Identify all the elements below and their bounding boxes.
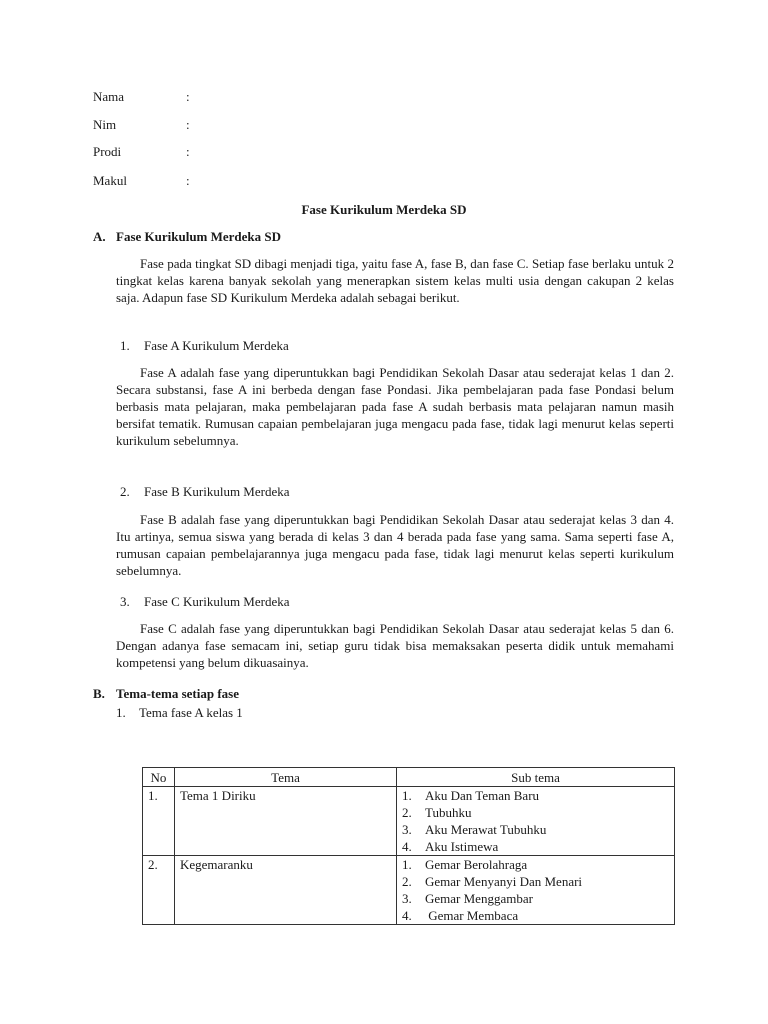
subsection-fase-b-body: Fase B adalah fase yang diperuntukkan bagi Pendidikan Sekolah Dasar atau sederajat kelas 3 dan 4. Itu artinya, semua siswa yang berada di kelas 3 dan 4 berada pada fase yang sama. Sama seperti fase A, rumusan capaian pembelajarannya juga mengacu pada fase, tidak lagi menurut kelas seperti kurikulum sebelumnya. — [116, 512, 674, 578]
identity-colon: : — [186, 89, 190, 104]
list-number: 2. — [402, 874, 412, 889]
identity-row-nim — [93, 116, 190, 134]
identity-row-makul — [93, 172, 190, 190]
list-number: 4. — [402, 839, 412, 854]
subsection-title: Fase C Kurikulum Merdeka — [144, 594, 290, 609]
list-text: Aku Merawat Tubuhku — [425, 822, 547, 837]
table-row — [143, 787, 675, 856]
cell-tema: Kegemaranku — [175, 856, 397, 925]
list-text: Gemar Berolahraga — [425, 857, 528, 872]
list-number: 1. — [402, 857, 412, 872]
list-text: Tubuhku — [425, 805, 472, 820]
column-header-no: No — [143, 768, 175, 787]
subsection-title: Fase B Kurikulum Merdeka — [144, 484, 290, 499]
subsection-number: 1. — [120, 338, 130, 353]
cell-tema: Tema 1 Diriku — [175, 787, 397, 856]
identity-row-nama — [93, 88, 190, 106]
cell-sub-tema — [397, 856, 675, 925]
identity-row-prodi — [93, 143, 190, 161]
cell-no: 2. — [143, 856, 175, 925]
list-number: 1. — [402, 788, 412, 803]
subsection-number: 2. — [120, 484, 130, 499]
subsection-fase-c-heading — [120, 593, 290, 611]
tema-table — [142, 767, 675, 925]
list-text: Aku Dan Teman Baru — [425, 788, 540, 803]
subsection-fase-a-body: Fase A adalah fase yang diperuntukkan bagi Pendidikan Sekolah Dasar atau sederajat kelas 1 dan 2. Secara substansi, fase A ini berbeda dengan fase Pondasi. Jika pembelajaran pada fase Pondasi belum berbasis mata pelajaran, maka pembelajaran pada fase A sudah berbasis mata pelajaran namun masih bersifat tematik. Rumusan capaian pembelajaran juga mengacu pada fase, tidak lagi menurut kelas seperti kurikulum sebelumnya. — [116, 365, 674, 448]
cell-no: 1. — [143, 787, 175, 856]
section-title: Fase Kurikulum Merdeka SD — [116, 229, 282, 244]
subsection-title: Fase A Kurikulum Merdeka — [144, 338, 289, 353]
list-number: 2. — [402, 805, 412, 820]
subsection-number: 1. — [116, 705, 126, 720]
section-letter: B. — [93, 686, 105, 701]
subsection-title: Tema fase A kelas 1 — [139, 705, 243, 720]
sub-tema-list — [402, 856, 669, 924]
list-item — [402, 804, 669, 821]
subsection-tema-fase-a-heading — [116, 704, 243, 722]
document-title: Fase Kurikulum Merdeka SD — [301, 202, 467, 217]
identity-colon: : — [186, 144, 190, 159]
identity-label: Nim — [93, 117, 117, 132]
section-title: Tema-tema setiap fase — [116, 686, 239, 701]
list-number: 3. — [402, 822, 412, 837]
identity-colon: : — [186, 117, 190, 132]
section-b-heading — [93, 685, 239, 703]
identity-label: Prodi — [93, 144, 122, 159]
table-header-row — [143, 768, 675, 787]
subsection-number: 3. — [120, 594, 130, 609]
list-item — [402, 890, 669, 907]
list-text: Aku Istimewa — [425, 839, 499, 854]
list-item — [402, 821, 669, 838]
identity-colon: : — [186, 173, 190, 188]
list-text: Gemar Menggambar — [425, 891, 533, 906]
section-a-heading — [93, 228, 281, 246]
list-item — [402, 787, 669, 804]
sub-tema-list — [402, 787, 669, 855]
section-letter: A. — [93, 229, 106, 244]
subsection-fase-a-heading — [120, 337, 289, 355]
identity-label: Makul — [93, 173, 127, 188]
column-header-tema: Tema — [175, 768, 397, 787]
subsection-fase-c-body: Fase C adalah fase yang diperuntukkan bagi Pendidikan Sekolah Dasar atau sederajat kelas 5 dan 6. Dengan adanya fase semacam ini, setiap guru tidak bisa memaksakan peserta didik untuk memahami kompetensi yang belum dikuasainya. — [116, 621, 674, 670]
cell-sub-tema — [397, 787, 675, 856]
list-number: 3. — [402, 891, 412, 906]
subsection-fase-b-heading — [120, 483, 290, 501]
identity-label: Nama — [93, 89, 125, 104]
list-item — [402, 873, 669, 890]
list-text: Gemar Menyanyi Dan Menari — [425, 874, 583, 889]
list-text: Gemar Membaca — [425, 908, 519, 923]
table-row — [143, 856, 675, 925]
list-item — [402, 907, 669, 924]
section-a-intro: Fase pada tingkat SD dibagi menjadi tiga, yaitu fase A, fase B, dan fase C. Setiap fase berlaku untuk 2 tingkat kelas karena banyak sekolah yang menerapkan sistem kelas multi usia dengan cakupan 2 kelas saja. Adapun fase SD Kurikulum Merdeka adalah sebagai berikut. — [116, 256, 674, 305]
column-header-sub-tema: Sub tema — [397, 768, 675, 787]
list-number: 4. — [402, 908, 412, 923]
list-item — [402, 856, 669, 873]
list-item — [402, 838, 669, 855]
